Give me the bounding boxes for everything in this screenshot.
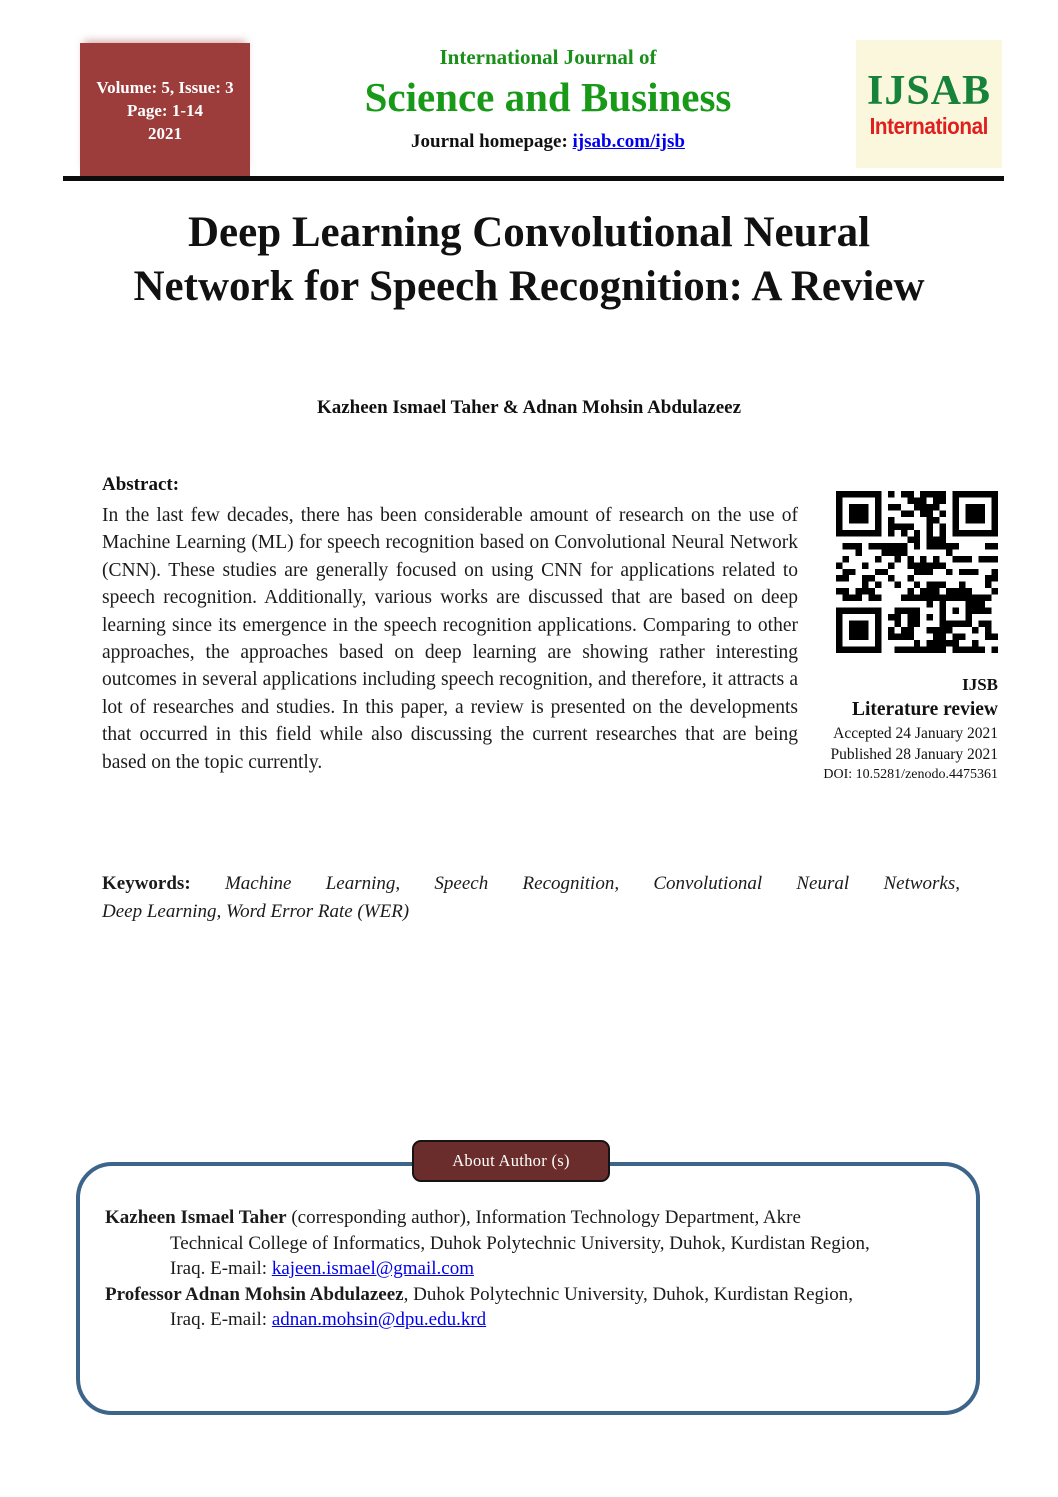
about-author-badge-label: About Author (s) [452, 1151, 570, 1170]
keywords-line-2: Deep Learning, Word Error Rate (WER) [102, 900, 410, 922]
author-email-link[interactable]: kajeen.ismael@gmail.com [271, 1258, 474, 1279]
volume-issue-line: Volume: 5, Issue: 3 [96, 78, 234, 97]
meta-doi: DOI: 10.5281/zenodo.4475361 [823, 767, 998, 782]
about-author-text [105, 1205, 875, 1333]
meta-brand: IJSB [962, 675, 998, 694]
article-meta-block [798, 673, 998, 785]
journal-logo [856, 40, 1002, 168]
keywords-line-1 [102, 870, 960, 898]
homepage-label: Journal homepage: [411, 131, 573, 152]
keywords-text-1: Machine Learning, Speech Recognition, Convolutional Neural Networks, [224, 873, 960, 894]
author-affiliation: (corresponding author), Information Technology Department, Akre Technical College of Informatics, Duhok Polytechnic University, Duhok, Kurdistan Region, Iraq. E-mail: [170, 1207, 870, 1279]
article-authors: Kazheen Ismael Taher & Adnan Mohsin Abdulazeez [316, 397, 742, 418]
qr-code [836, 491, 998, 653]
logo-title: IJSAB [866, 68, 992, 114]
author-entry [105, 1282, 875, 1333]
header-divider [63, 176, 1004, 181]
qr-code-image [836, 491, 998, 653]
meta-accepted-date: Accepted 24 January 2021 [833, 725, 998, 742]
journal-masthead [250, 44, 846, 154]
author-name: Professor Adnan Mohsin Abdulazeez [105, 1283, 404, 1305]
year-line: 2021 [148, 124, 182, 143]
page-range-line: Page: 1-14 [126, 101, 203, 120]
homepage-link[interactable]: ijsab.com/ijsb [572, 131, 685, 152]
journal-name-prefix: International Journal of [439, 45, 657, 69]
keywords-block [102, 870, 960, 925]
author-email-link[interactable]: adnan.mohsin@dpu.edu.krd [271, 1309, 487, 1330]
logo-subtitle: International [869, 113, 989, 139]
meta-article-type: Literature review [851, 699, 998, 720]
abstract-text: In the last few decades, there has been considerable amount of research on the use of Machine Learning (ML) for speech recognition based on Convolutional Neural Network (CNN). These studies are generally focused on using CNN for applications related to speech recognition. Additionally, various works are discussed that are based on deep learning since its emergence in the speech recognition applications. Comparing to other approaches, the approaches based on deep learning are showing rather interesting outcomes in several applications including speech recognition, and therefore, it attracts a lot of researches and studies. In this paper, a review is presented on the developments that occurred in this field while also discussing the current researches that are being based on the topic currently. [102, 505, 798, 773]
article-title: Deep Learning Convolutional Neural Network for Speech Recognition: A Review [133, 209, 925, 310]
author-entry [105, 1205, 875, 1282]
journal-name: Science and Business [364, 74, 732, 120]
author-name: Kazheen Ismael Taher [105, 1207, 287, 1228]
keywords-label: Keywords: [102, 873, 191, 894]
journal-homepage-line [250, 130, 846, 154]
volume-issue-box [80, 43, 250, 178]
meta-published-date: Published 28 January 2021 [830, 746, 998, 763]
abstract-label: Abstract: [102, 474, 180, 495]
about-author-badge [412, 1140, 610, 1182]
author-affiliation: , Duhok Polytechnic University, Duhok, Kurdistan Region, Iraq. E-mail: [170, 1283, 854, 1330]
